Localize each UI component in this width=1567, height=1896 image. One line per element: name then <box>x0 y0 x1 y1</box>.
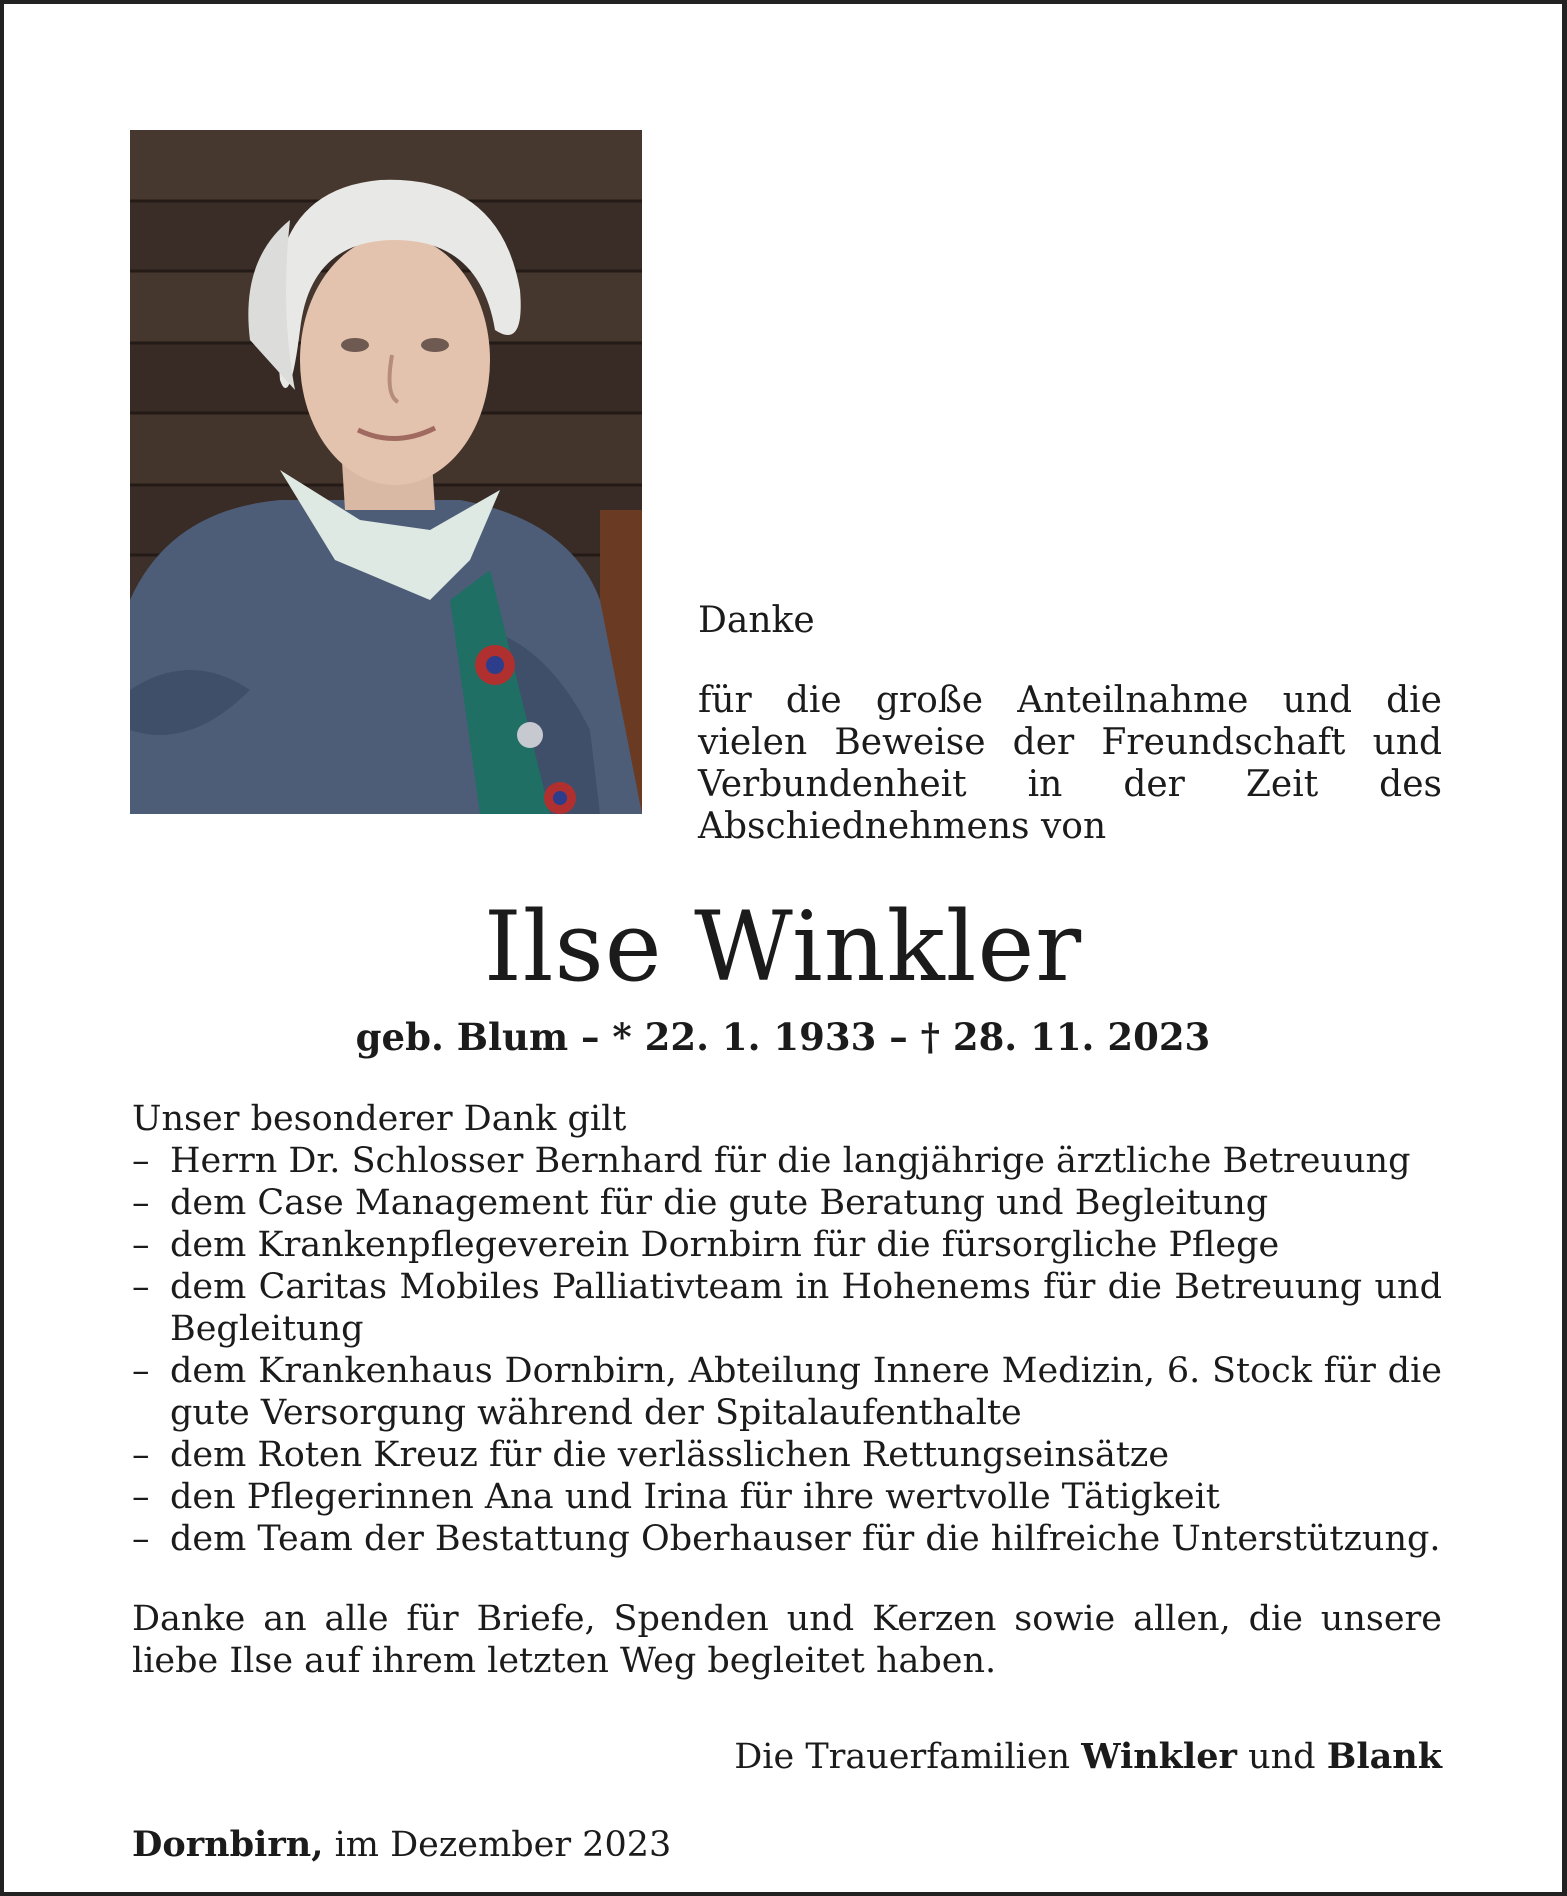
list-item: – dem Team der Bestattung Oberhauser für die hilfreiche Unterstützung. <box>132 1518 1442 1560</box>
obituary-notice <box>4 4 1562 1892</box>
family-name-blank: Blank <box>1326 1736 1442 1777</box>
thanks-section <box>132 1098 1442 1682</box>
place-date: im Dezember 2023 <box>334 1825 672 1865</box>
thanks-heading: Unser besonderer Dank gilt <box>132 1099 627 1139</box>
list-item: – dem Krankenhaus Dornbirn, Abteilung Innere Medizin, 6. Stock für die gute Versorgung während der Spitalaufenthalte <box>132 1350 1442 1434</box>
portrait-photo <box>130 130 642 814</box>
portrait-illustration <box>130 130 642 814</box>
deceased-name: Ilse Winkler <box>483 891 1083 1003</box>
signature-connector: und <box>1248 1737 1316 1777</box>
intro-text: für die große Anteilnahme und die vielen Beweise der Freundschaft und Verbundenheit in der Zeit des Abschiednehmens von <box>698 680 1442 847</box>
thanks-list <box>132 1140 1442 1560</box>
list-item: – dem Roten Kreuz für die verlässlichen Rettungseinsätze <box>132 1434 1442 1476</box>
deceased-dates: geb. Blum – * 22. 1. 1933 – † 28. 11. 2023 <box>355 1015 1211 1059</box>
intro-block <box>698 600 1442 848</box>
list-item: – Herrn Dr. Schlosser Bernhard für die langjährige ärztliche Betreuung <box>132 1140 1442 1182</box>
list-item: – dem Caritas Mobiles Palliativteam in Hohenems für die Betreuung und Begleitung <box>132 1266 1442 1350</box>
place-city: Dornbirn, <box>132 1824 324 1865</box>
danke-heading: Danke <box>698 600 815 641</box>
family-signature <box>132 1736 1442 1778</box>
list-item: – dem Case Management für die gute Beratung und Begleitung <box>132 1182 1442 1224</box>
list-item: – dem Krankenpflegeverein Dornbirn für die fürsorgliche Pflege <box>132 1224 1442 1266</box>
family-name-winkler: Winkler <box>1081 1736 1237 1777</box>
closing-text: Danke an alle für Briefe, Spenden und Kerzen sowie allen, die unsere liebe Ilse auf ihrem letzten Weg begleitet haben. <box>132 1599 1442 1681</box>
list-item: – den Pflegerinnen Ana und Irina für ihre wertvolle Tätigkeit <box>132 1476 1442 1518</box>
signature-prefix: Die Trauerfamilien <box>734 1737 1071 1777</box>
place-and-date <box>132 1824 1442 1866</box>
